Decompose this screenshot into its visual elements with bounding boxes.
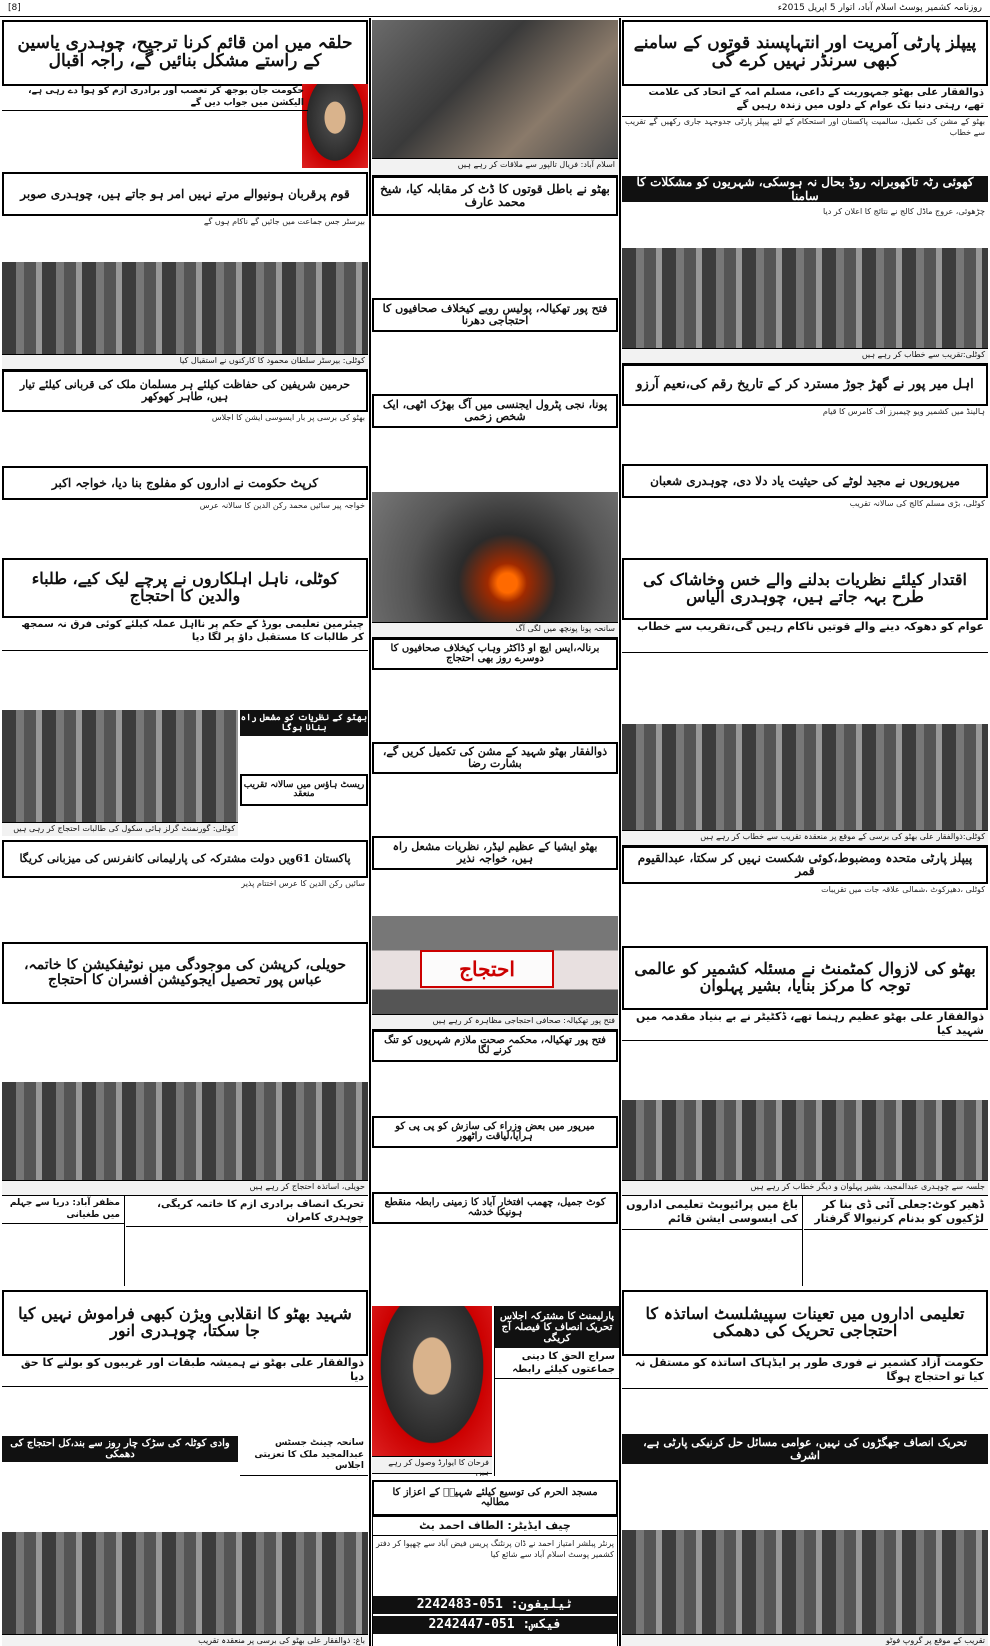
lc-caption-2: کوٹلی: گورنمنٹ گرلز ہائی سکول کی طالبات احتجاج کر رہی ہیں [2, 822, 238, 836]
rc-caption-4: تقریب کے موقع پر گروپ فوٹو [622, 1634, 988, 1646]
publisher-text: پرنٹر پبلشر امتیاز احمد نے ڈان پرنٹنگ پریس فیض آباد سے چھپوا کر دفتر کشمیر پوسٹ اسلام آباد سے شائع کیا [376, 1539, 614, 1560]
mc-headline-9: کوٹ جمیل، چھمب افتخار آباد کا زمینی رابطہ منقطع ہونیکا خدشہ [372, 1192, 618, 1224]
mc-box-title: پارلیمنٹ کا مشترکہ اجلاس تحریک انصاف کا فیصلہ آج کریگی [495, 1306, 619, 1348]
mc-headline-1: بھٹو نے باطل قوتوں کا ڈٹ کر مقابلہ کیا، شیخ محمد عارف [372, 176, 618, 216]
lc-caption-1: کوٹلی: بیرسٹر سلطان محمود کا کارکنوں نے استقبال کیا [2, 354, 368, 370]
lc-headline-7: حویلی، کرپشن کی موجودگی میں نوٹیفکیشن کا خاتمہ، عباس پور تحصیل ایجوکیشن افسران کا احتجاج [2, 942, 368, 1004]
lc-text-4: خواجہ پیر سائیں محمد رکن الدین کا سالانہ عرس [199, 501, 365, 510]
lc-headline-1: حلقہ میں امن قائم کرنا ترجیح، چوہدری یاسین کے راستے مشکل بنائیں گے، راجہ اقبال [2, 20, 368, 86]
lc-box-1: بھٹو کے نظریات کو مشعل راہ بنانا ہوگا [240, 710, 368, 736]
mc-text-7 [372, 1060, 618, 1118]
right-column [622, 18, 988, 1646]
lc-headline-6: پاکستان 61ویں دولت مشترکہ کی پارلیمانی کانفرنس کی میزبانی کریگا [2, 840, 368, 878]
lc-text-9 [2, 1384, 368, 1438]
lc-headline-9: شہید بھٹو کا انقلابی ویژن کبھی فراموش نہیں کیا جا سکتا، چوہدری انور [2, 1290, 368, 1356]
rc-photo-2 [622, 724, 988, 830]
mc-headline-2: فتح پور تھکیالہ، پولیس رویے کیخلاف صحافیوں کا احتجاجی دھرنا [372, 298, 618, 332]
rc-story-8a: باغ میں پرائیویٹ تعلیمی اداروں کی ایسوسی ایشن قائم [622, 1196, 803, 1286]
rc-sub-7: ذوالفقار علی بھٹو عظیم رہنما تھے، ڈکٹیٹر نے بے بنیاد مقدمہ میں شہید کیا [622, 1008, 988, 1041]
mc-box-sub: سراج الحق کا دینی جماعتوں کیلئے رابطہ [495, 1348, 619, 1379]
column-rule-right [619, 18, 621, 1646]
masthead [0, 0, 990, 17]
lc-photo-portrait [302, 84, 368, 168]
phone-number-2: فیکس: 051-2242447 [373, 1616, 617, 1634]
column-rule-left [369, 18, 371, 1646]
mc-headline-5: ذوالفقار بھٹو شہید کے مشن کی تکمیل کریں گے، بشارت رضا [372, 742, 618, 774]
date-line: روزنامہ کشمیر پوسٹ اسلام آباد، اتوار 5 اپریل 2015ء [777, 3, 982, 13]
rc-headline-1: پیپلز پارٹی آمریت اور انتہاپسند قوتوں کے سامنے کبھی سرنڈر نہیں کرے گی [622, 20, 988, 86]
lc-headline-2: قوم پرقربان ہونیوالے مرتے نہیں امر ہو جاتے ہیں، چوہدری صوبر [2, 172, 368, 216]
rc-caption-2: کوٹلی:ذوالفقار علی بھٹو کی برسی کے موقع پر منعقدہ تقریب سے خطاب کر رہے ہیں [622, 830, 988, 846]
rc-headline-2: کھوئی رٹہ تاکھوبرانہ روڈ بحال نہ ہوسکی، شہریوں کو مشکلات کا سامنا [622, 176, 988, 202]
page-number: [8] [8, 3, 21, 13]
lc-story-10: وادی کوٹلہ کی سڑک چار روز سے بند،کل احتجاج کی دھمکی [2, 1436, 238, 1530]
middle-column [372, 18, 618, 1646]
lc-boxes [240, 710, 368, 836]
left-column [2, 18, 368, 1646]
mc-photo-award [372, 1306, 492, 1456]
mc-caption-top: اسلام آباد: فریال تالپور سے ملاقات کر رہے ہیں [372, 158, 618, 176]
mc-headline-8: میرپور میں بعض وزراء کی سازش کو پی پی کو ہرایا،لیاقت راٹھور [372, 1116, 618, 1148]
phone-number-1: ٹیلیفون: 051-2242483 [373, 1596, 617, 1614]
mc-headline-6: بھٹو ایشیا کے عظیم لیڈر، نظریات مشعل راہ ہیں، خواجہ نذیر [372, 836, 618, 870]
rc-headline-9: تعلیمی اداروں میں تعینات سپیشلسٹ اساتذہ کا احتجاجی تحریک کی دھمکی [622, 1290, 988, 1356]
mc-text-8 [372, 1146, 618, 1194]
rc-sub-5: عوام کو دھوکہ دینے والے قوتیں ناکام رہیں گی،تقریب سے خطاب [622, 618, 988, 653]
mc-text-2 [372, 330, 618, 396]
mc-photo-top [372, 20, 618, 158]
rc-headline-6: پیپلز پارٹی متحدہ ومضبوط،کوئی شکست نہیں کر سکتا، عبدالقیوم قمر [622, 846, 988, 884]
mc-text-1 [372, 214, 618, 298]
lc-photo-1 [2, 262, 368, 354]
lc-box-2: ریسٹ ہاؤس میں سالانہ تقریب منعقد [240, 774, 368, 806]
rc-text-3: ہالینڈ میں کشمیر ویو چیمبرز آف کامرس کا قیام [822, 407, 985, 416]
mc-caption-fire: سانحہ پونا پونچھ میں لگی آگ [372, 622, 618, 638]
rc-story-8: ڈھیر کوٹ:جعلی آئی ڈی بنا کر لڑکیوں کو بدنام کرنیوالا گرفتار [804, 1196, 988, 1286]
mc-text-3 [372, 426, 618, 494]
lc-photo-2 [2, 710, 238, 822]
lc-story-8b: مظفر آباد: دریا سے جہلم میں طغیانی [2, 1196, 125, 1286]
mc-caption-protest: فتح پور تھکیالہ: صحافی احتجاجی مظاہرہ کر رہے ہیں [372, 1014, 618, 1030]
mc-photo-award-wrap [372, 1306, 492, 1476]
lc-text-2: بیرسٹر جس جماعت میں جائیں گے ناکام ہوں گے [203, 217, 365, 226]
mc-text-6 [372, 868, 618, 918]
rc-photo-1 [622, 248, 988, 348]
rc-headline-3: اہل میر پور نے گھڑ جوڑ مسترد کر کے تاریخ رقم کی،نعیم آرزو [622, 364, 988, 406]
rc-text-1: بھٹو کے مشن کی تکمیل، سالمیت پاکستان اور استحکام کے لئے پیپلز پارٹی جدوجہد جاری رکھیں گے تقریب سے خطاب [625, 117, 985, 138]
lc-text-3: بھٹو کی برسی پر بار ایسوسی ایشن کا اجلاس [211, 413, 365, 422]
rc-text-9 [622, 1386, 988, 1436]
rc-text-6: کوٹلی ،دھیرکوٹ ،شمالی علاقہ جات میں تقریبات [821, 885, 985, 894]
mc-text-9 [372, 1222, 618, 1308]
lc-text-6: سائیں رکن الدین کا عرس اختتام پذیر [241, 879, 365, 888]
mc-text-5 [372, 772, 618, 838]
rc-photo-4 [622, 1530, 988, 1634]
rc-sub-1: ذوالفقار علی بھٹو جمہوریت کے داعی، مسلم امہ کے اتحاد کی علامت تھے، رہتی دنیا تک عوام کے دلوں میں زندہ رہیں گے [622, 84, 988, 117]
lc-photo-2-wrap [2, 710, 238, 836]
mc-publisher-box [372, 1516, 618, 1646]
rc-photo-3 [622, 1100, 988, 1180]
rc-text-2: چڑھوئی، عروج ماڈل کالج نے نتائج کا اعلان کر دیا [823, 207, 985, 216]
lc-sub-5: چیئرمین تعلیمی بورڈ کے حکم پر نااہل عملہ کیلئے کوئی فرق نہ سمجھ کر طالبات کا مستقبل داؤ پر لگا دیا [2, 616, 368, 651]
publisher-label: چیف ایڈیٹر: الطاف احمد بٹ [373, 1517, 617, 1536]
lc-text-5 [2, 648, 368, 712]
mc-headline-7: فتح پور تھکیالہ، محکمہ صحت ملازم شہریوں کو تنگ کرنے لگا [372, 1030, 618, 1062]
rc-headline-10: تحریک انصاف جھگڑوں کی نہیں، عوامی مسائل حل کرنیکی پارٹی ہے، اشرف [622, 1434, 988, 1464]
rc-text-4: کوٹلی، بڑی مسلم کالج کی سالانہ تقریب [849, 499, 985, 508]
lc-photo-3 [2, 1082, 368, 1180]
lc-headline-4: کرپٹ حکومت نے اداروں کو مفلوج بنا دیا، خواجہ اکبر [2, 466, 368, 500]
rc-text-7 [622, 1038, 988, 1102]
mc-text-4 [372, 668, 618, 744]
lc-headline-5: کوٹلی، ناہل اہلکاروں نے پرچے لیک کیے، طلباء والدین کا احتجاج [2, 558, 368, 618]
lc-headline-3: حرمین شریفین کی حفاظت کیلئے ہر مسلمان ملک کی قربانی کیلئے تیار ہیں، طاہر کھوکھر [2, 370, 368, 412]
mc-headline-3: پونا، نجی پٹرول ایجنسی میں آگ بھڑک اٹھی، ایک شخص زخمی [372, 394, 618, 428]
protest-banner: احتجاج [420, 950, 554, 988]
mc-box-parliament [494, 1306, 619, 1476]
rc-headline-4: میرپوریوں نے مجید لوٹے کی حیثیت یاد دلا دی، چوہدری شعبان [622, 464, 988, 498]
rc-sub-9: حکومت آزاد کشمیر نے فوری طور پر ایڈہاک اساتذہ کو مستقل نہ کیا تو احتجاج ہوگا [622, 1354, 988, 1389]
rc-caption-3: جلسہ سے چوہدری عبدالمجید، بشیر پہلوان و دیگر خطاب کر رہے ہیں [622, 1180, 988, 1196]
lc-sub-1: حکومت جان بوجھ کر تعصب اور برادری ازم کو ہوا دے رہی ہے، الیکشن میں جواب دیں گے [2, 84, 308, 111]
mc-photo-fire [372, 492, 618, 622]
lc-sub-9: ذوالفقار علی بھٹو نے ہمیشہ طبقات اور غریبوں کو بولنے کا حق دیا [2, 1354, 368, 1387]
rc-headline-5: اقتدار کیلئے نظریات بدلنے والے خس وخاشاک کی طرح بہہ جاتے ہیں، چوہدری الیاس [622, 558, 988, 620]
mc-headline-10: مسجد الحرم کی توسیع کیلئے شہیدؔ کے اعزاز کا مطالبہ [372, 1480, 618, 1516]
lc-photo-4 [2, 1532, 368, 1634]
lc-caption-3: حویلی، اساتذہ احتجاج کر رہے ہیں [2, 1180, 368, 1196]
lc-text-1 [2, 108, 306, 172]
lc-box-2-text [240, 806, 368, 836]
lc-story-10b: سانحہ چینٹ جسٹس عبدالمجید ملک کا تعزیتی اجلاس [240, 1436, 368, 1530]
lc-box-1-text [240, 736, 368, 774]
mc-caption-award: فرحان کا ایوارڈ وصول کر رہے ہیں [372, 1456, 492, 1474]
rc-text-5 [622, 650, 988, 726]
lc-story-8: تحریک انصاف برادری ازم کا خاتمہ کریگی، چوہدری کامران [126, 1196, 368, 1286]
rc-headline-7: بھٹو کی لازوال کمٹمنٹ نے مسئلہ کشمیر کو عالمی توجہ کا مرکز بنایا، بشیر پہلوان [622, 946, 988, 1010]
mc-photo-protest [372, 916, 618, 1014]
rc-text-10 [622, 1466, 988, 1532]
mc-headline-4: برنالہ،ایس ایچ او ڈاکٹر وہاب کیخلاف صحافیوں کا دوسرے روز بھی احتجاج [372, 638, 618, 670]
lc-caption-4: باغ: ذوالفقار علی بھٹو کی برسی پر منعقدہ تقریب [2, 1634, 368, 1646]
rc-caption-1: کوٹلی:تقریب سے خطاب کر رہے ہیں [622, 348, 988, 364]
lc-text-7 [2, 1002, 368, 1084]
